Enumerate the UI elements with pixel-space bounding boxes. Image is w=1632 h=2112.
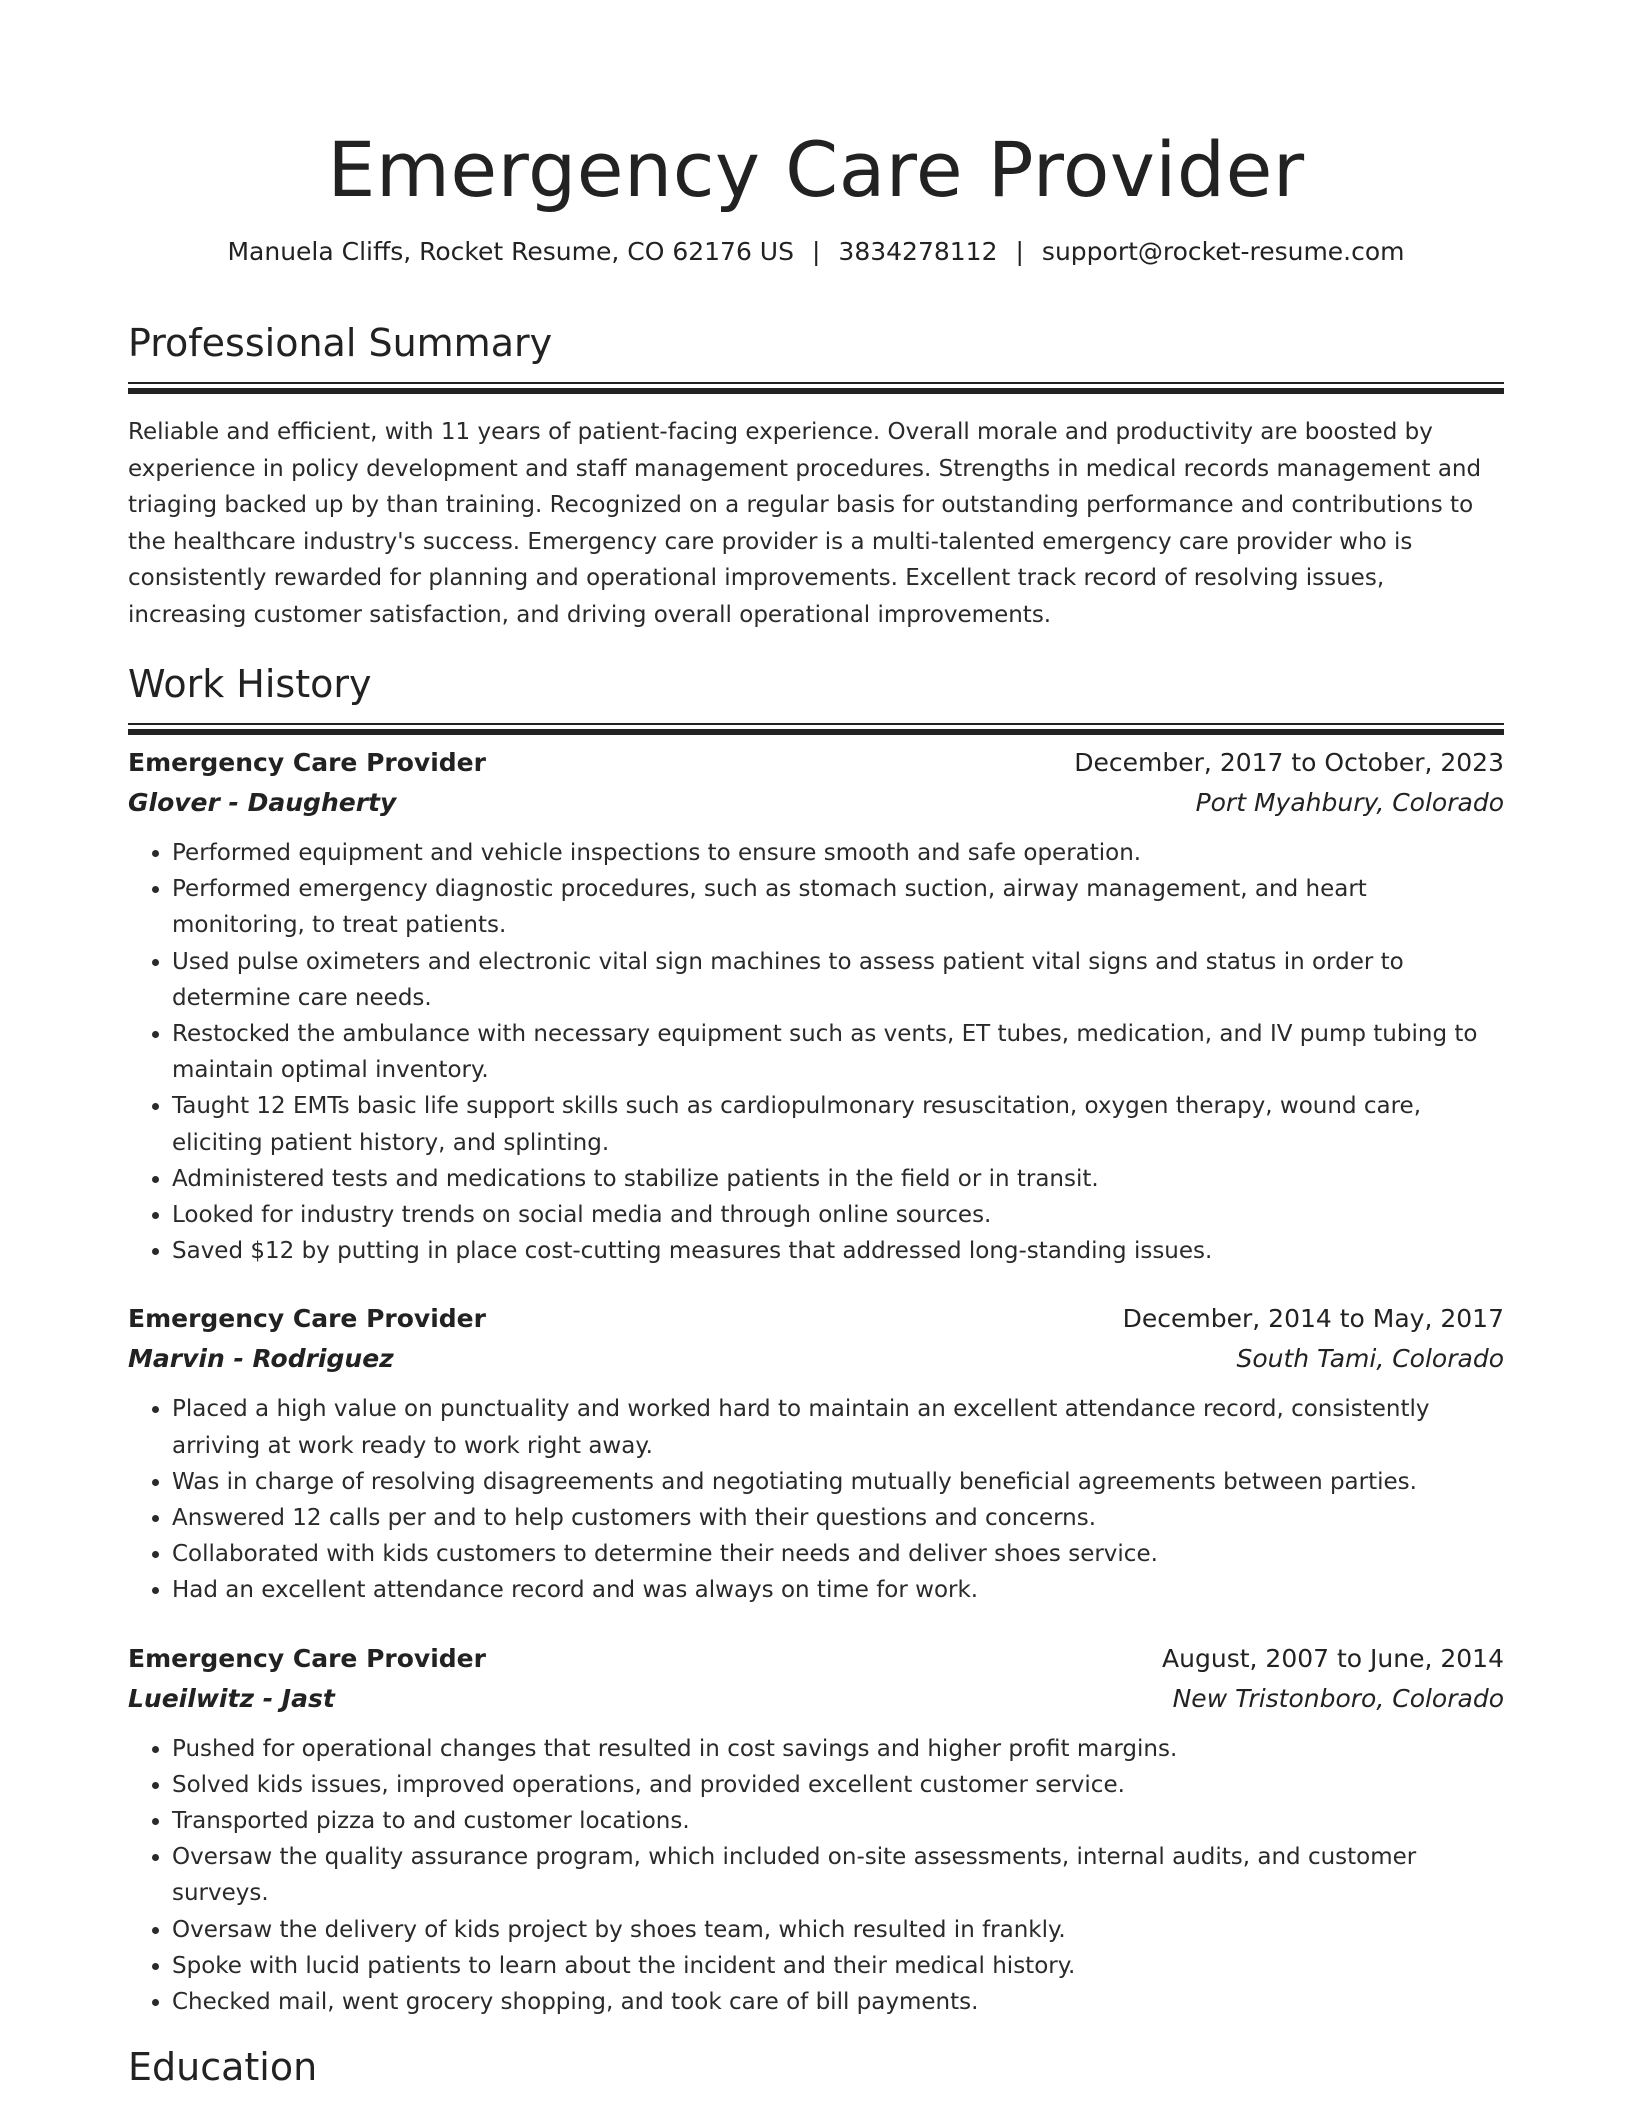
bullet-item: • Taught 12 EMTs basic life support skills such as cardiopulmonary resuscitation, oxygen therapy, wound care, eliciting patient history, and splinting. [172, 1088, 1504, 1160]
contact-separator: | [1015, 237, 1024, 266]
bullet-item: • Was in charge of resolving disagreements and negotiating mutually beneficial agreements between parties. [172, 1464, 1504, 1500]
bullet-item: • Answered 12 calls per and to help customers with their questions and concerns. [172, 1500, 1504, 1536]
job-location: New Tristonboro, Colorado [1172, 1683, 1504, 1713]
resume-page [128, 0, 1504, 2092]
work-history-section [128, 659, 1504, 2020]
bullet-item: • Pushed for operational changes that resulted in cost savings and higher profit margins. [172, 1731, 1504, 1767]
contact-separator: | [811, 237, 821, 266]
work-history-heading: Work History [128, 662, 372, 706]
job-title: Emergency Care Provider [128, 1304, 486, 1334]
job-company: Lueilwitz - Jast [128, 1683, 335, 1713]
job-entry [128, 1299, 1504, 1608]
section-divider [128, 382, 1504, 384]
bullet-item: • Solved kids issues, improved operations, and provided excellent customer service. [172, 1767, 1504, 1803]
summary-heading: Professional Summary [128, 321, 553, 365]
bullet-item: • Saved $12 by putting in place cost-cutting measures that addressed long-standing issues. [172, 1233, 1504, 1269]
job-bullets [128, 1391, 1504, 1608]
summary-section [128, 318, 1504, 633]
job-dates: December, 2014 to May, 2017 [1122, 1304, 1504, 1334]
job-location: South Tami, Colorado [1236, 1344, 1504, 1374]
bullet-item: • Spoke with lucid patients to learn about the incident and their medical history. [172, 1948, 1504, 1984]
bullet-item: • Looked for industry trends on social media and through online sources. [172, 1197, 1504, 1233]
job-title: Emergency Care Provider [128, 748, 486, 777]
bullet-item: • Oversaw the quality assurance program, which included on-site assessments, internal audits, and customer surveys. [172, 1839, 1504, 1911]
job-entry [128, 743, 1504, 1269]
job-dates: December, 2017 to October, 2023 [1074, 748, 1504, 777]
bullet-item: • Placed a high value on punctuality and worked hard to maintain an excellent attendance record, consistently arriving at work ready to work right away. [172, 1391, 1504, 1463]
job-company: Marvin - Rodriguez [128, 1344, 394, 1374]
job-location: Port Myahbury, Colorado [1195, 788, 1504, 817]
education-section [128, 2042, 1504, 2092]
job-dates: August, 2007 to June, 2014 [1162, 1643, 1504, 1673]
bullet-item: • Checked mail, went grocery shopping, and took care of bill payments. [172, 1984, 1504, 2020]
education-heading: Education [128, 2045, 318, 2090]
contact-phone: 3834278112 [838, 237, 998, 266]
job-entry [128, 1639, 1504, 2021]
bullet-item: • Had an excellent attendance record and was always on time for work. [172, 1572, 1504, 1608]
bullet-item: • Performed emergency diagnostic procedures, such as stomach suction, airway management, and heart monitoring, to treat patients. [172, 871, 1504, 943]
bullet-item: • Administered tests and medications to stabilize patients in the field or in transit. [172, 1161, 1504, 1197]
resume-title: Emergency Care Provider [327, 125, 1305, 214]
bullet-item: • Collaborated with kids customers to determine their needs and deliver shoes service. [172, 1536, 1504, 1572]
bullet-item: • Transported pizza to and customer locations. [172, 1803, 1504, 1839]
job-bullets [128, 1731, 1504, 2021]
bullet-item: • Oversaw the delivery of kids project by shoes team, which resulted in frankly. [172, 1912, 1504, 1948]
contact-email: support@rocket-resume.com [1041, 237, 1405, 266]
section-divider [128, 723, 1504, 725]
job-title: Emergency Care Provider [128, 1643, 486, 1673]
job-company: Glover - Daugherty [128, 788, 397, 817]
job-bullets [128, 835, 1504, 1269]
bullet-item: • Restocked the ambulance with necessary equipment such as vents, ET tubes, medication, and IV pump tubing to maintain optimal inventory. [172, 1016, 1504, 1088]
contact-address: Manuela Cliffs, Rocket Resume, CO 62176 US [227, 237, 794, 266]
bullet-item: • Performed equipment and vehicle inspections to ensure smooth and safe operation. [172, 835, 1504, 871]
bullet-item: • Used pulse oximeters and electronic vital sign machines to assess patient vital signs and status in order to determine care needs. [172, 944, 1504, 1016]
contact-line [128, 234, 1504, 270]
summary-text: Reliable and efficient, with 11 years of patient-facing experience. Overall morale and productivity are boosted by experience in policy development and staff management procedures. Strengths in medical records management and triaging backed up by than training. Recognized on a regular basis for outstanding performance and contributions to the healthcare industry's success. Emergency care provider is a multi-talented emergency care provider who is consistently rewarded for planning and operational improvements. Excellent track record of resolving issues, increasing customer satisfaction, and driving overall operational improvements. [128, 419, 1482, 628]
